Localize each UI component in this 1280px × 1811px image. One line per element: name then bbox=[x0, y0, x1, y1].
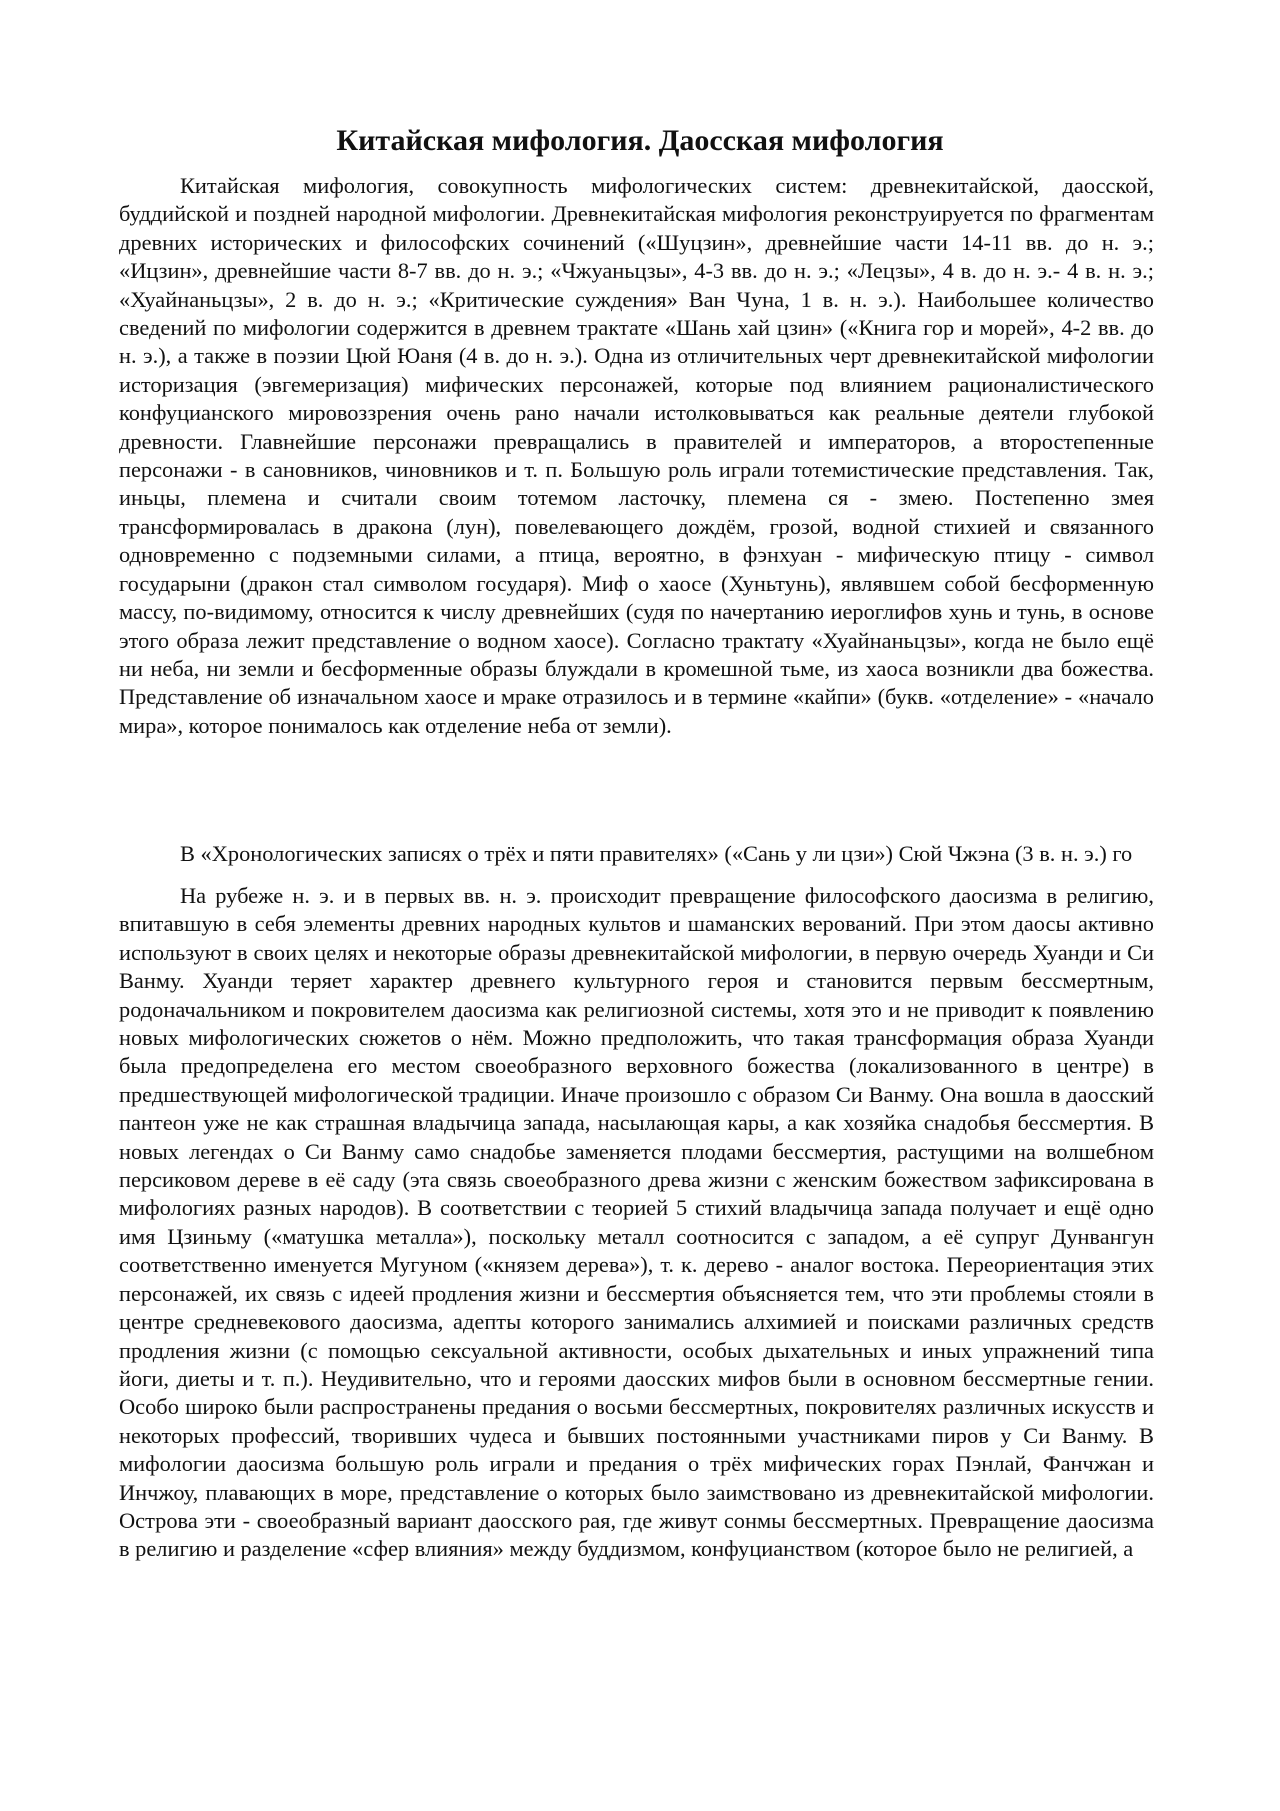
document-title: Китайская мифология. Даосская мифология bbox=[336, 124, 944, 157]
paragraph-chronological-records: В «Хронологических записях о трёх и пяти правителях» («Сань у ли цзи») Сюй Чжэна (3 в. н. э.) го bbox=[180, 841, 1133, 866]
paragraph-chinese-mythology-intro: Китайская мифология, совокупность мифологических систем: древнекитайской, даосской, буддийской и поздней народной мифологии. Древнекитайская мифология реконструируется по фрагментам древних исторических и философских сочинений («Шуцзин», древнейшие части 14-11 вв. до н. э.; «Ицзин», древнейшие части 8-7 вв. до н. э.; «Чжуаньцзы», 4-3 вв. до н. э.; «Лецзы», 4 в. до н. э.- 4 в. н. э.; «Хуайнаньцзы», 2 в. до н. э.; «Критические суждения» Ван Чуна, 1 в. н. э.). Наибольшее количество сведений по мифологии содержится в древнем трактате «Шань хай цзин» («Книга гор и морей», 4-2 вв. до н. э.), а также в поэзии Цюй Юаня (4 в. до н. э.). Одна из отличительных черт древнекитайской мифологии историзация (эвгемеризация) мифических персонажей, которые под влиянием рационалистического конфуцианского мировоззрения очень рано начали истолковываться как реальные деятели глубокой древности. Главнейшие персонажи превращались в правителей и императоров, а второстепенные персонажи - в сановников, чиновников и т. п. Большую роль играли тотемистические представления. Так, иньцы, племена и считали своим тотемом ласточку, племена ся - змею. Постепенно змея трансформировалась в дракона (лун), повелевающего дождём, грозой, водной стихией и связанного одновременно с подземными силами, а птица, вероятно, в фэнхуан - мифическую птицу - символ государыни (дракон стал символом государя). Миф о хаосе (Хуньтунь), являвшем собой бесформенную массу, по-видимому, относится к числу древнейших (судя по начертанию иероглифов хунь и тунь, в основе этого образа лежит представление о водном хаосе). Согласно трактату «Хуайнаньцзы», когда не было ещё ни неба, ни земли и бесформенные образы блуждали в кромешной тьме, из хаоса возникли два божества. Представление об изначальном хаосе и мраке отразилось и в термине «кайпи» (букв. «отделение» - «начало мира», которое понималось как отделение неба от земли). bbox=[119, 173, 1154, 738]
paragraph-taoist-mythology: На рубеже н. э. и в первых вв. н. э. происходит превращение философского даосизма в религию, впитавшую в себя элементы древних народных культов и шаманских верований. При этом даосы активно используют в своих целях и некоторые образы древнекитайской мифологии, в первую очередь Хуанди и Си Ванму. Хуанди теряет характер древнего культурного героя и становится первым бессмертным, родоначальником и покровителем даосизма как религиозной системы, хотя это и не приводит к появлению новых мифологических сюжетов о нём. Можно предположить, что такая трансформация образа Хуанди была предопределена его местом своеобразного верховного божества (локализованного в центре) в предшествующей мифологической традиции. Иначе произошло с образом Си Ванму. Она вошла в даосский пантеон уже не как страшная владычица запада, насылающая кары, а как хозяйка снадобья бессмертия. В новых легендах о Си Ванму само снадобье заменяется плодами бессмертия, растущими на волшебном персиковом дереве в её саду (эта связь своеобразного древа жизни с женским божеством зафиксирована в мифологиях разных народов). В соответствии с теорией 5 стихий владычица запада получает и ещё одно имя Цзиньму («матушка металла»), поскольку металл соотносится с западом, а её супруг Дунвангун соответственно именуется Мугуном («князем дерева»), т. к. дерево - аналог востока. Переориентация этих персонажей, их связь с идеей продления жизни и бессмертия объясняется тем, что эти проблемы стояли в центре средневекового даосизма, адепты которого занимались алхимией и поисками различных средств продления жизни (с помощью сексуальной активности, особых дыхательных и иных упражнений типа йоги, диеты и т. п.). Неудивительно, что и героями даосских мифов были в основном бессмертные гении. Особо широко были распространены предания о восьми бессмертных, покровителях различных искусств и некоторых профессий, творивших чудеса и бывших постоянными участниками пиров у Си Ванму. В мифологии даосизма большую роль играли и предания о трёх мифических горах Пэнлай, Фанчжан и Инчжоу, плавающих в море, представление о которых было заимствовано из древнекитайской мифологии. Острова эти - своеобразный вариант даосского рая, где живут сонмы бессмертных. Превращение даосизма в религию и разделение «сфер влияния» между буддизмом, конфуцианством (которое было не религией, а bbox=[119, 883, 1154, 1562]
